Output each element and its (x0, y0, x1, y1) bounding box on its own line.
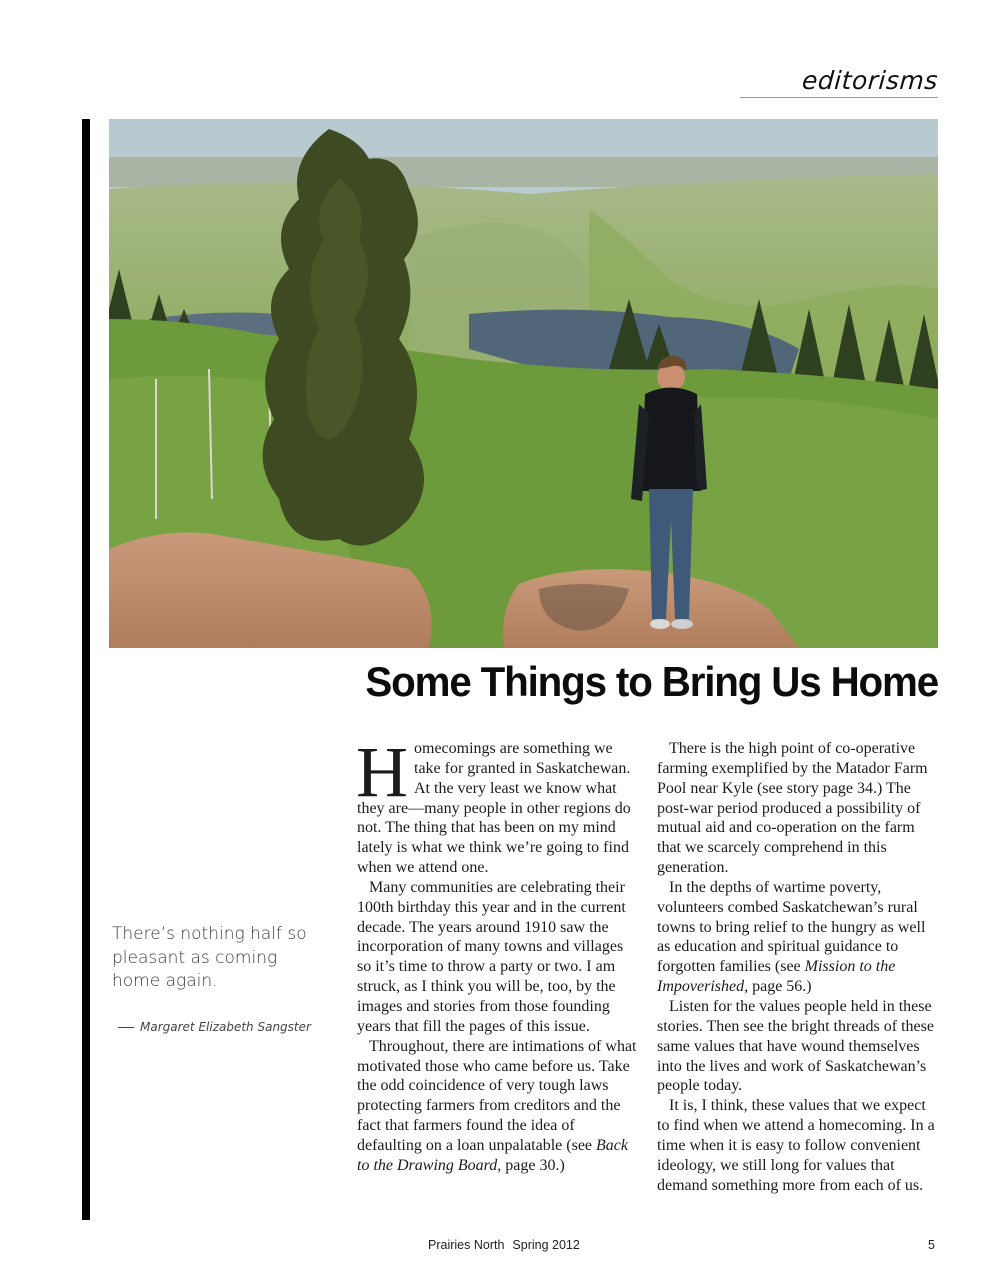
issue-date: Spring 2012 (512, 1238, 580, 1252)
reference-title: Back to the Drawing Board (357, 1136, 628, 1174)
paragraph: Many communities are celebrating their 100th birthday this year and in the current decade. The years around 1910 saw the incorporation of many towns and villages so it’s time to throw a party or two. I am struck, as I think you will be, too, by the images and stories from those founding years that fill the pages of this issue. (357, 878, 626, 1035)
page-number: 5 (928, 1238, 935, 1252)
article-title: Some Things to Bring Us Home (365, 658, 938, 705)
quote-attribution: Margaret Elizabeth Sangster (118, 1020, 328, 1034)
em-dash (118, 1027, 134, 1028)
reference-title: Mission to the Impoverished (657, 958, 896, 996)
section-rule (740, 97, 938, 98)
section-tag: editorisms (801, 66, 940, 95)
feature-photo (109, 119, 938, 648)
paragraph: There is the high point of co-operative farming exemplified by the Matador Farm Pool near Kyle (see story page 34.) The post-war period produced a possibility of mutual aid and co-operation on the farm that we scarcely comprehend in this generation. (657, 740, 928, 877)
drop-cap: H (356, 732, 408, 812)
article-column-1 (356, 732, 641, 1176)
paragraph: Homecomings are something we take for granted in Saskatchewan. At the very least we know what they are—many people in other regions do not. The thing that has been on my mind lately is what we think we’re going to find when we attend one. (356, 732, 631, 877)
decorative-side-bar (82, 119, 90, 1220)
paragraph: Throughout, there are intimations of what motivated those who came before us. Take the odd coincidence of very tough laws protecting farmers from creditors and the fact that farmers found the idea of defaulting on a loan unpalatable (see Back to the Drawing Board, page 30.) (357, 1037, 637, 1174)
paragraph: It is, I think, these values that we expect to find when we attend a homecoming. In a time when it is easy to follow convenient ideology, we still long for values that demand something more from each of us. (657, 1097, 935, 1194)
paragraph: In the depths of wartime poverty, volunteers combed Saskatchewan’s rural towns to bring relief to the hungry as well as education and spiritual guidance to forgotten families (see Mission to the Impoverished, page 56.) (657, 878, 926, 996)
footer-publication (428, 1238, 580, 1252)
publication-name: Prairies North (428, 1238, 505, 1252)
paragraph: Listen for the values people held in these stories. Then see the bright threads of these same values that have wound themselves into the lives and work of Saskatchewan’s people today. (657, 997, 934, 1095)
article-column-2 (657, 739, 941, 1195)
pull-quote: There’s nothing half so pleasant as coming home again. (112, 924, 307, 991)
